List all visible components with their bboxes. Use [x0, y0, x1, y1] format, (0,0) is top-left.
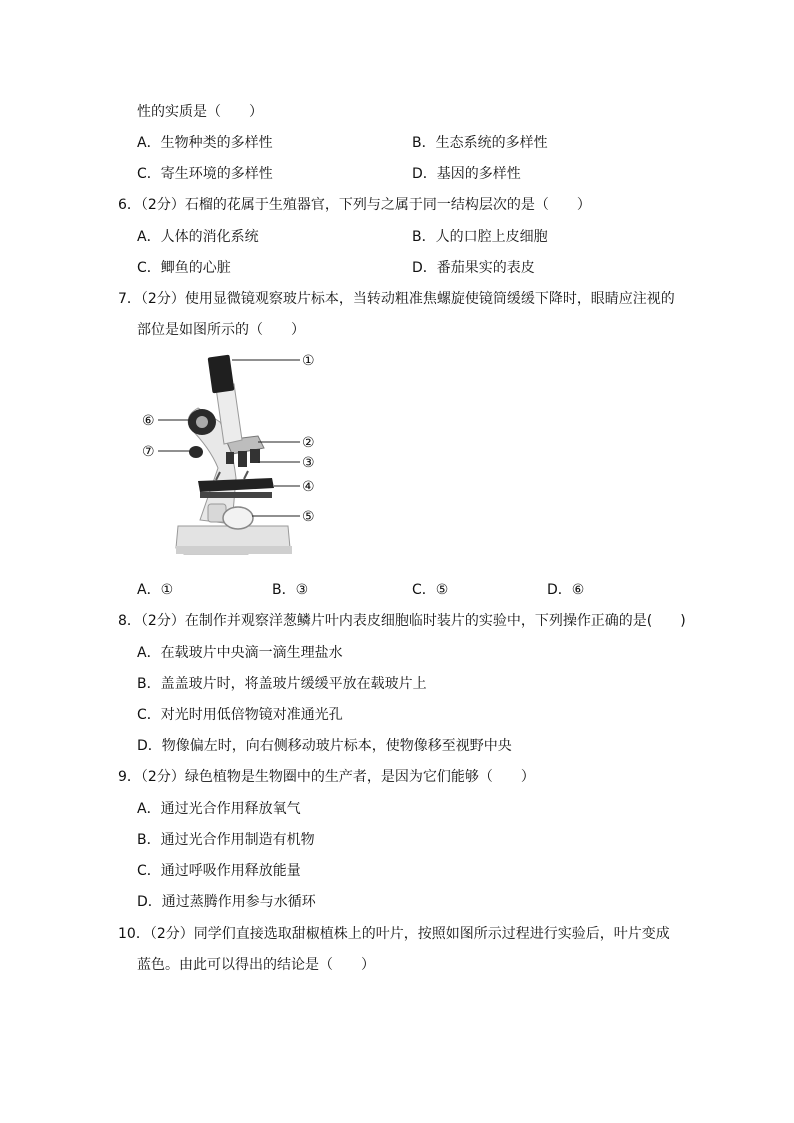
q5-option-a[interactable]: A．生物种类的多样性	[137, 135, 273, 151]
q5-option-b[interactable]: B．生态系统的多样性	[412, 135, 548, 151]
q7-stem-line-1: 7．（2分）使用显微镜观察玻片标本，当转动粗准焦螺旋使镜筒缓缓下降时，眼睛应注视的	[118, 291, 675, 307]
q7-option-d[interactable]: D．⑥	[547, 582, 585, 598]
q6-option-c[interactable]: C．鲫鱼的心脏	[137, 260, 231, 276]
q9-stem: 9．（2分）绿色植物是生物圈中的生产者，是因为它们能够（ ）	[118, 769, 535, 785]
q10-stem-line-2: 蓝色。由此可以得出的结论是（ ）	[137, 957, 375, 973]
q7-stem-line-2: 部位是如图所示的（ ）	[137, 322, 305, 338]
label-3: ③	[302, 455, 315, 471]
q8-option-c[interactable]: C．对光时用低倍物镜对准通光孔	[137, 707, 343, 723]
q6-stem: 6．（2分）石榴的花属于生殖器官，下列与之属于同一结构层次的是（ ）	[118, 197, 591, 213]
label-5: ⑤	[302, 509, 315, 525]
q5-option-d[interactable]: D．基因的多样性	[412, 166, 521, 182]
q7-option-b[interactable]: B．③	[272, 582, 309, 598]
q5-stem-continuation: 性的实质是（ ）	[137, 104, 263, 120]
q8-option-b[interactable]: B．盖盖玻片时，将盖玻片缓缓平放在载玻片上	[137, 676, 427, 692]
q9-option-d[interactable]: D．通过蒸腾作用参与水循环	[137, 894, 316, 910]
label-2: ②	[302, 435, 315, 451]
label-7: ⑦	[142, 444, 155, 460]
q6-option-b[interactable]: B．人的口腔上皮细胞	[412, 229, 548, 245]
q8-option-d[interactable]: D．物像偏左时，向右侧移动玻片标本，使物像移至视野中央	[137, 738, 512, 754]
q5-option-c[interactable]: C．寄生环境的多样性	[137, 166, 273, 182]
q9-option-a[interactable]: A．通过光合作用释放氧气	[137, 801, 301, 817]
q6-option-d[interactable]: D．番茄果实的表皮	[412, 260, 535, 276]
microscope-figure	[140, 348, 340, 566]
q9-option-b[interactable]: B．通过光合作用制造有机物	[137, 832, 315, 848]
q8-stem: 8．（2分）在制作并观察洋葱鳞片叶内表皮细胞临时装片的实验中，下列操作正确的是( )	[118, 613, 686, 629]
label-1: ①	[302, 353, 315, 369]
q6-option-a[interactable]: A．人体的消化系统	[137, 229, 259, 245]
label-4: ④	[302, 479, 315, 495]
q8-option-a[interactable]: A．在载玻片中央滴一滴生理盐水	[137, 645, 343, 661]
q7-option-a[interactable]: A．①	[137, 582, 174, 598]
label-6: ⑥	[142, 413, 155, 429]
q7-option-c[interactable]: C．⑤	[412, 582, 449, 598]
q9-option-c[interactable]: C．通过呼吸作用释放能量	[137, 863, 301, 879]
q10-stem-line-1: 10．（2分）同学们直接选取甜椒植株上的叶片，按照如图所示过程进行实验后，叶片变成	[118, 926, 670, 942]
